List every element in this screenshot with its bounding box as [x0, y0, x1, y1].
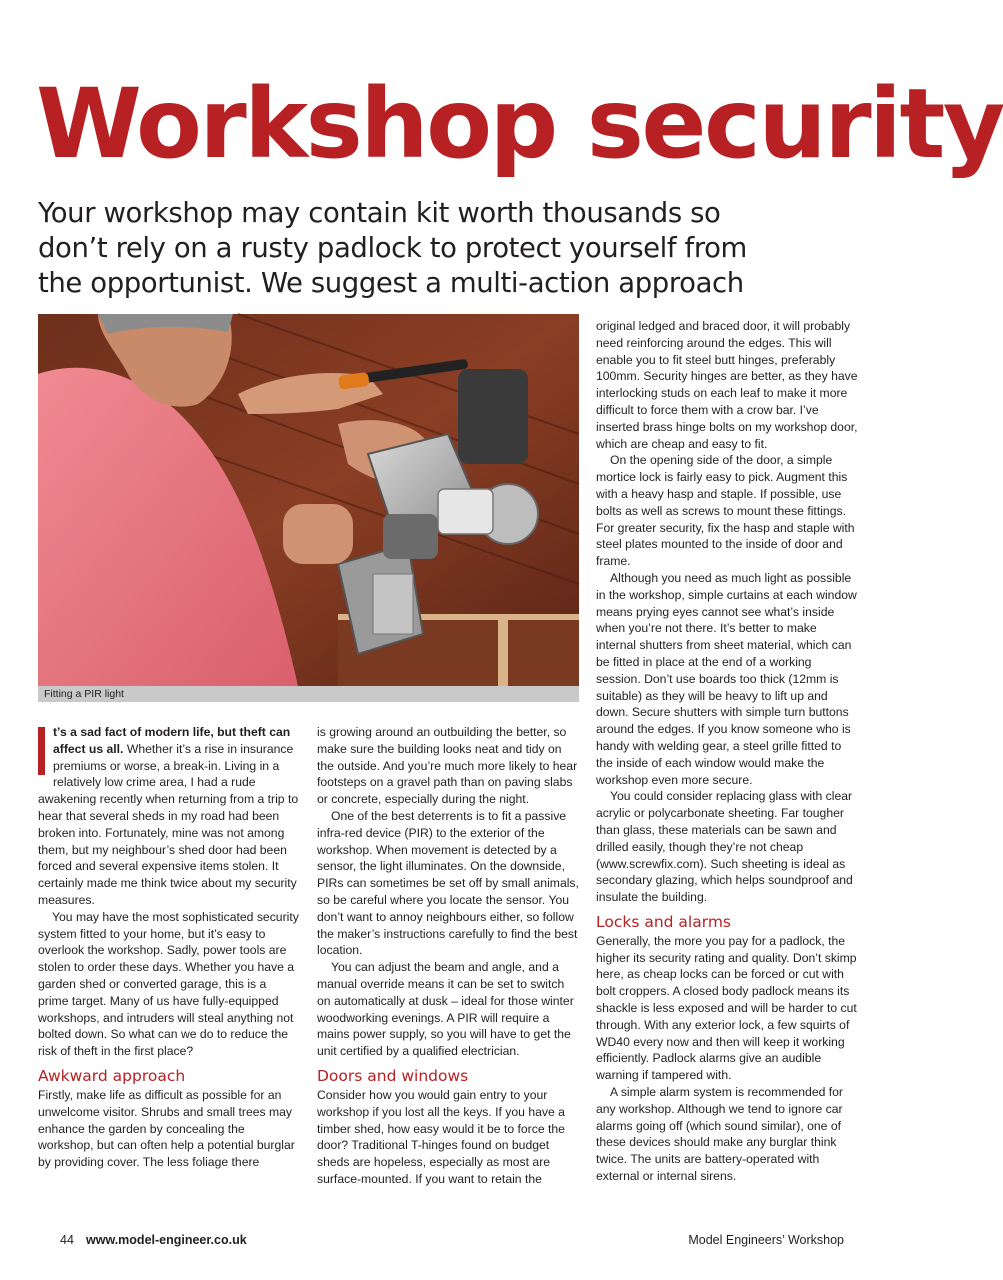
subheading-doors-and-windows: Doors and windows: [317, 1066, 469, 1085]
body-paragraph: [38, 724, 300, 909]
website-url: www.model-engineer.co.uk: [86, 1233, 247, 1247]
body-paragraph: You may have the most sophisticated security system fitted to your home, but it’s easy to overlook the workshop. Sadly, power tools are stolen to order these days. Whether you have a garden shed or converted garage, this is a prime target. Many of us have fully-equipped workshops, and intruders will steal anything not bolted down. So what can we do to reduce the risk of theft in the first place?: [38, 909, 299, 1059]
photo-caption: Fitting a PIR light: [38, 686, 579, 702]
subheading-locks-and-alarms: Locks and alarms: [596, 912, 732, 931]
intro-text: Whether it’s a rise in insurance premiums or worse, a break-in. Living in a relatively low crime area, I had a rude awakening recently when returning from a trip to hear that several sheds in my road had been broken into. Fortunately, mine was not among them, but my neighbour’s shed door had been forced and several expensive items stolen. It certainly made me think twice about my security measures.: [38, 741, 299, 907]
standfirst-line: Your workshop may contain kit worth thousands so: [38, 197, 721, 229]
body-paragraph: Firstly, make life as difficult as possible for an unwelcome visitor. Shrubs and small trees may enhance the garden by concealing the workshop, but can often help a potential burglar by providing cover. The less foliage there: [38, 1087, 295, 1170]
body-paragraph: You can adjust the beam and angle, and a manual override means it can be set to switch on automatically at dusk – ideal for those winter woodworking evenings. A PIR will require a mains power supply, so you will have to get the unit certified by a qualified electrician.: [317, 960, 574, 1059]
standfirst-line: the opportunist. We suggest a multi-action approach: [38, 267, 744, 299]
lead-in-text: t’s a sad fact of modern life, but theft can affect us all.: [53, 725, 291, 756]
standfirst: [38, 196, 878, 301]
body-paragraph: One of the best deterrents is to fit a passive infra-red device (PIR) to the exterior of the workshop. When movement is detected by a sensor, the light illuminates. On the downside, PIRs can sometimes be set off by small animals, so be careful where you locate the sensor. You don’t want to annoy neighbours either, so follow the maker’s instructions carefully to find the best location.: [317, 808, 579, 958]
body-paragraph: A simple alarm system is recommended for any workshop. Although we tend to ignore car alarms going off (which sound similar), one of these devices should make any burglar think twice. The units are battery-operated with external or internal sirens.: [596, 1085, 843, 1184]
standfirst-line: don’t rely on a rusty padlock to protect yourself from: [38, 232, 747, 264]
body-paragraph: Although you need as much light as possible in the workshop, simple curtains at each window means prying eyes cannot see what’s inside when you’re not there. It’s better to make internal shutters from sheet material, which can be fitted in place at the end of a working session. Don’t use boards too thick (12mm is suitable) as they will be heavy to lift up and down. Secure shutters with simple turn buttons around the edges. If you know someone who is handy with welding gear, a steel grille fitted to the inside of each window would make the workshop even more secure.: [596, 570, 857, 787]
body-paragraph: Consider how you would gain entry to your workshop if you lost all the keys. If you have a timber shed, how easy would it be to force the door? Traditional T-hinges found on budget sheds are hopeless, especially as most are surface-mounted. If you want to retain the: [317, 1087, 565, 1186]
article-title: Workshop security: [36, 68, 1003, 180]
article-column-1: [38, 724, 300, 1171]
magazine-name: Model Engineers’ Workshop: [688, 1233, 844, 1247]
body-paragraph: original ledged and braced door, it will probably need reinforcing around the edges. This will enable you to fit steel butt hinges, preferably 100mm. Security hinges are better, as they have interlocking studs on each leaf to make it more difficult to force them with a crow bar. I’ve inserted brass hinge bolts on my workshop door, which are cheap and easy to fit.: [596, 319, 858, 451]
article-column-2: [317, 724, 579, 1188]
body-paragraph: is growing around an outbuilding the better, so make sure the building looks neat and tidy on the outside. And you’re much more likely to hear footsteps on a gravel path than on paving slabs or concrete, especially during the night.: [317, 725, 578, 807]
subheading-awkward-approach: Awkward approach: [38, 1066, 186, 1085]
body-paragraph: On the opening side of the door, a simple mortice lock is fairly easy to pick. Augment this with a heavy hasp and staple. If possible, use bolts as well as screws to mount these fittings. For greater security, fix the hasp and staple with steel plates mounted to the inside of door and frame.: [596, 453, 855, 569]
page-number: 44: [60, 1233, 74, 1247]
body-paragraph: You could consider replacing glass with clear acrylic or polycarbonate sheeting. Far tougher than glass, these materials can be sawn and drilled easily, though they’re not cheap (www.screwfix.com). Such sheeting is ideal as secondary glazing, which helps soundproof and insulate the building.: [596, 789, 853, 905]
body-paragraph: Generally, the more you pay for a padlock, the higher its security rating and quality. Don’t skimp here, as cheap locks can be forced or cut with bolt croppers. A closed body padlock means its shackle is less exposed and will be harder to cut through. With any exterior lock, a few squirts of WD40 every now and then will keep it working efficiently. Padlock alarms give an audible warning if tampered with.: [596, 933, 857, 1083]
pir-light-photo: [38, 314, 579, 686]
article-column-3: [596, 318, 858, 1185]
dropcap-i: [38, 727, 45, 775]
intro-paragraph: [38, 724, 300, 909]
